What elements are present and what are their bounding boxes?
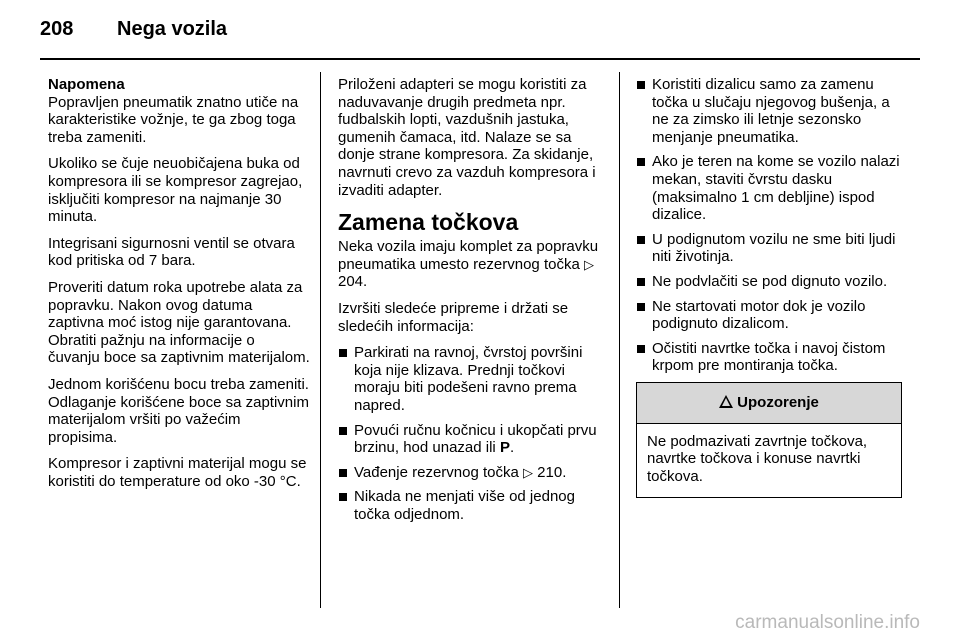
paragraph: Integrisani sigurnosni ventil se otvara kod pritiska od 7 bara. <box>48 234 295 270</box>
warning-text: Ne podmazivati zavrtnje točkova, navrtke točkova i konuse navrtki točkova. <box>647 432 868 485</box>
page-reference[interactable]: 210. <box>537 463 567 481</box>
bullet-item: Očistiti navrtke točka i navoj čistom krpom pre montiranja točka. <box>636 340 904 375</box>
bullet-text: Vađenje rezervnog točka <box>354 463 519 481</box>
paragraph: Izvršiti sledeće pripreme i držati se sledećih informacija: <box>338 299 569 335</box>
bullet-item: Ne podvlačiti se pod dignuto vozilo. <box>636 273 904 291</box>
bullet-item <box>338 422 606 457</box>
bullet-item: U podignutom vozilu ne sme biti ljudi niti životinja. <box>636 231 904 266</box>
paragraph: Proveriti datum roka upotrebe alata za popravku. Nakon ovog datuma zaptivna moć istog nije garantovana. Obratiti pažnju na informacije o čuvanju boce sa zaptivnim materijalom. <box>48 278 310 367</box>
note-title: Napomena <box>48 76 125 93</box>
paragraph-text: Neka vozila imaju komplet za popravku pneumatika umesto rezervnog točka <box>338 238 599 273</box>
page-reference-icon: ▷ <box>583 256 594 272</box>
column-divider-2 <box>619 72 620 608</box>
column-2 <box>338 76 606 530</box>
bullet-item: Parkirati na ravnoj, čvrstoj površini koja nije klizava. Prednji točkovi moraju biti podešeni ravno prema napred. <box>338 344 606 414</box>
bullet-list <box>636 76 904 375</box>
page-title: Nega vozila <box>117 18 228 40</box>
page-reference[interactable]: 204. <box>338 273 368 291</box>
warning-box <box>636 382 902 498</box>
bullet-item: Koristiti dizalicu samo za zamenu točka u slučaju njegovog bušenja, a ne za zimsko ili letnje sezonsko menjanje pneumatika. <box>636 76 904 146</box>
page-number: 208 <box>40 18 74 40</box>
bullet-item <box>338 464 606 482</box>
paragraph: Jednom korišćenu bocu treba zameniti. Odlaganje korišćene boce sa zaptivnim materijalom vršiti po važećim propisima. <box>48 375 309 446</box>
header-rule <box>40 58 920 60</box>
gear-position-label: P <box>499 439 510 457</box>
warning-title: Upozorenje <box>737 393 819 411</box>
bullet-list <box>338 344 606 523</box>
bullet-item: Nikada ne menjati više od jednog točka odjednom. <box>338 488 606 523</box>
column-1 <box>48 76 310 499</box>
bullet-end: . <box>509 439 515 457</box>
note-paragraph <box>48 76 310 146</box>
page-reference-icon: ▷ <box>523 464 533 480</box>
watermark: carmanualsonline.info <box>735 612 920 633</box>
warning-triangle-icon <box>719 395 733 408</box>
bullet-text: Povući ručnu kočnicu i ukopčati prvu brzinu, hod unazad ili <box>354 421 597 457</box>
paragraph: Popravljen pneumatik znatno utiče na karakteristike vožnje, te ga zbog toga treba zameniti. <box>48 93 299 146</box>
column-3 <box>636 76 904 498</box>
bullet-item: Ne startovati motor dok je vozilo podignuto dizalicom. <box>636 298 904 333</box>
column-divider-1 <box>320 72 321 608</box>
paragraph: Ukoliko se čuje neuobičajena buka od kompresora ili se kompresor zagrejao, isključiti kompresor na najmanje 30 minuta. <box>48 155 303 226</box>
adapter-paragraph: Priloženi adapteri se mogu koristiti za naduvavanje drugih predmeta npr. fudbalskih lopti, vazdušnih jastuka, gumenih čamaca, itd. Nalaze se sa donje strane kompresora. Za skidanje, navrnuti crevo za vazduh kompresora i izvaditi adapter. <box>338 76 596 199</box>
section-heading: Zamena točkova <box>338 209 519 236</box>
warning-header <box>637 383 901 424</box>
bullet-item: Ako je teren na kome se vozilo nalazi mekan, staviti čvrstu dasku (maksimalno 1 cm debljine) ispod dizalice. <box>636 153 904 223</box>
paragraph <box>338 238 606 291</box>
paragraph: Kompresor i zaptivni materijal mogu se koristiti do temperature od oko -30 °C. <box>48 455 307 490</box>
